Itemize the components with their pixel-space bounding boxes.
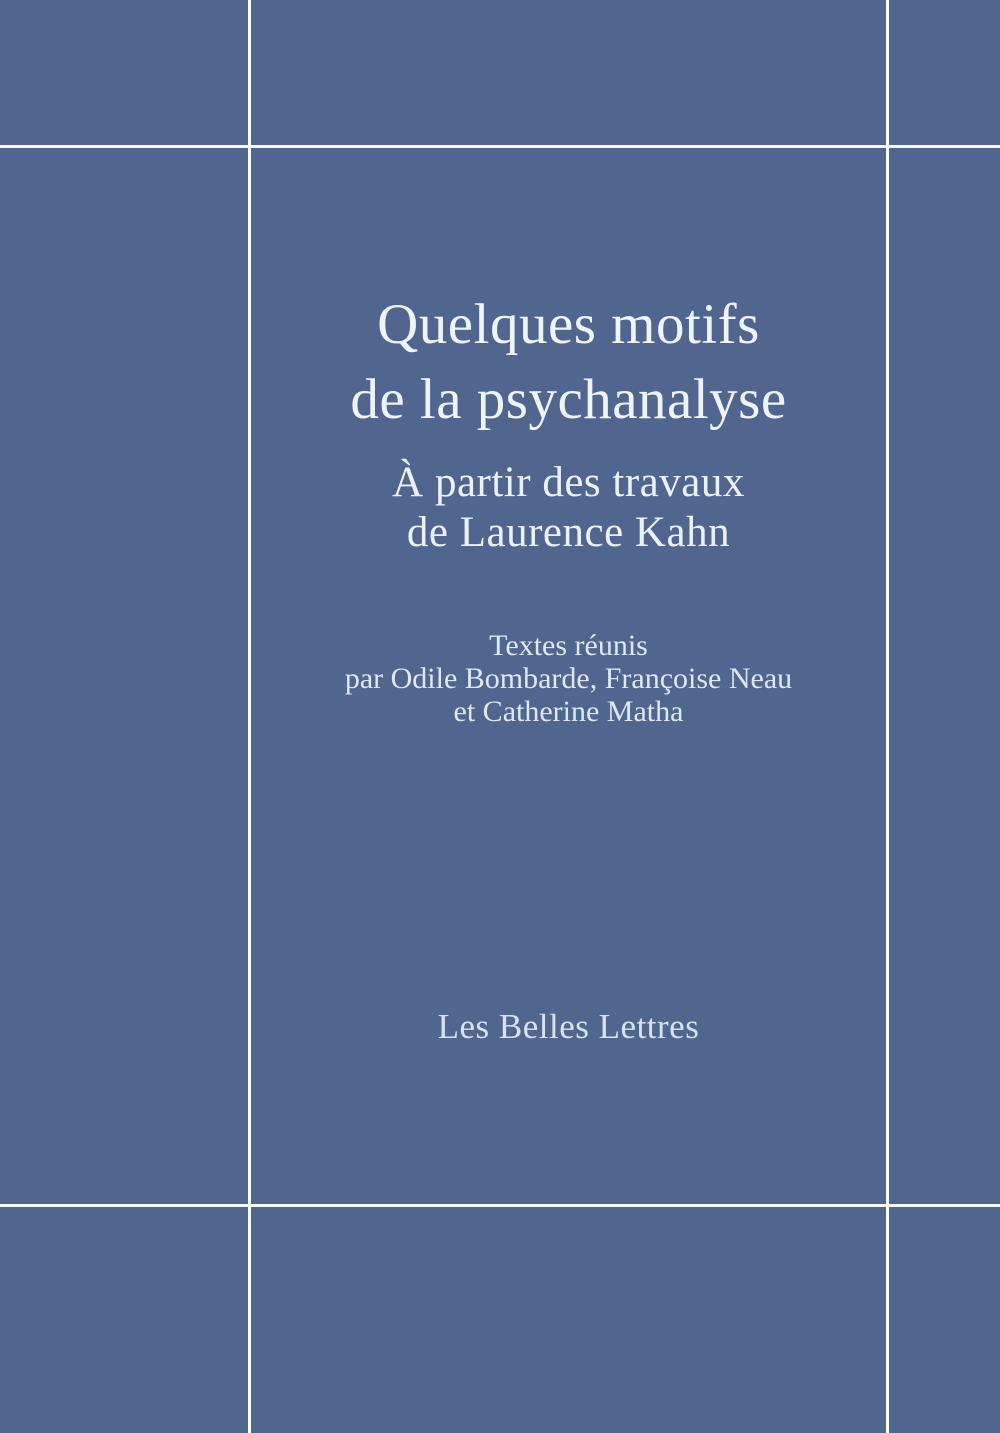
- book-title: [249, 287, 888, 437]
- editors-credit: [249, 629, 888, 728]
- book-subtitle-line-2: de Laurence Kahn: [406, 509, 731, 556]
- horizontal-rule-bottom: [0, 1204, 1000, 1207]
- editors-credit-line-1: Textes réunis: [489, 629, 648, 662]
- editors-credit-line-2: par Odile Bombarde, Françoise Neau: [344, 662, 793, 695]
- horizontal-rule-top: [0, 145, 1000, 148]
- book-title-line-1: Quelques motifs: [377, 293, 760, 356]
- editors-credit-line-3: et Catherine Matha: [453, 695, 684, 728]
- book-subtitle: [249, 458, 888, 558]
- book-title-line-2: de la psychanalyse: [350, 368, 787, 431]
- book-subtitle-line-1: À partir des travaux: [392, 459, 745, 506]
- publisher-name: Les Belles Lettres: [437, 1007, 700, 1046]
